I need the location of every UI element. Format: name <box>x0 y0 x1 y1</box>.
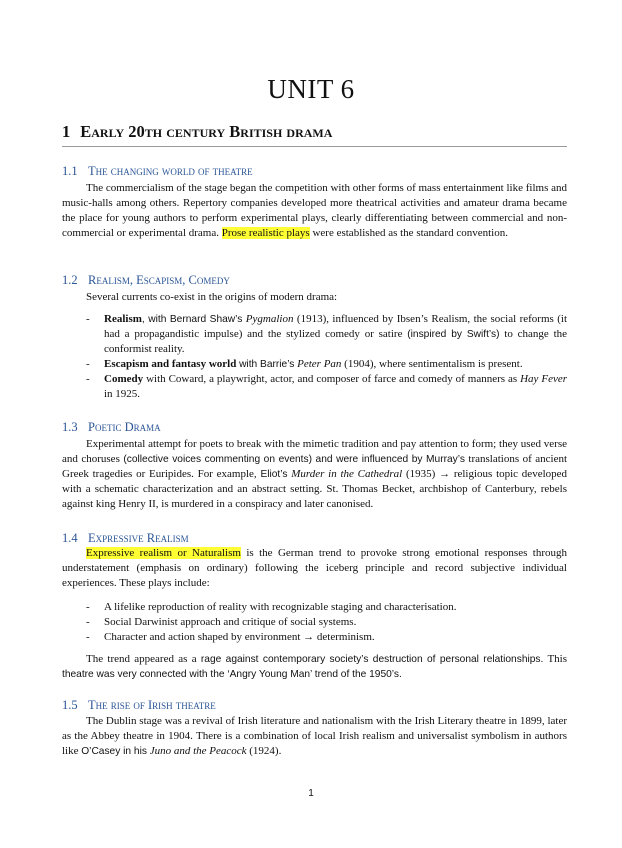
bullet-dash: - <box>86 313 90 325</box>
bullet-dash: - <box>86 601 90 613</box>
section-number: 1.4 <box>62 531 78 545</box>
work-title: Pygmalion <box>245 313 294 325</box>
section-heading-1-1 <box>62 164 253 179</box>
bullet-text: (1913), influenced by Ibsen’s Realism, the social reforms (it had a propagandistic impulse) and the stylized comedy or satire <box>104 313 568 340</box>
section-1-4-paragraph <box>62 546 567 591</box>
paragraph-text: Eliot’s <box>260 469 288 480</box>
paragraph-text: Experimental attempt for poets to break with the mimetic tradition and pay attention to form; they used verse and choruses <box>62 438 567 465</box>
section-heading-1-2 <box>62 273 230 288</box>
bullet-dash: - <box>86 631 90 643</box>
highlighted-text: Expressive realism or Naturalism <box>86 547 241 559</box>
bullet-dash: - <box>86 358 90 370</box>
section-title: The rise of Irish theatre <box>88 698 216 712</box>
highlighted-text: Prose realistic plays <box>221 227 310 239</box>
chapter-number: 1 <box>62 122 71 141</box>
list-item <box>86 312 567 357</box>
bullet-text: (inspired by Swift’s) <box>407 329 500 340</box>
bullet-text: (1904), where sentimentalism is present. <box>344 358 523 370</box>
paragraph-text: were established as the standard convention. <box>312 227 508 239</box>
section-heading-1-5 <box>62 698 216 713</box>
bullet-text: Social Darwinist approach and critique of social systems. <box>104 616 357 628</box>
bullet-text: A lifelike reproduction of reality with recognizable staging and characterisation. <box>104 601 457 613</box>
bullet-bold: Comedy <box>104 373 144 385</box>
paragraph-text: (1935) → religious topic developed with a schematic characterization and an abstract setting. St. Thomas Becket, archbishop of Canterbury, rebels against king Henry II, is murdered in a conspiracy and later canonised. <box>62 468 568 510</box>
paragraph-text: O’Casey in his <box>81 746 147 757</box>
section-1-5-paragraph <box>62 714 567 759</box>
bullet-text: in 1925. <box>104 388 141 400</box>
section-1-3-paragraph <box>62 437 567 512</box>
bullet-bold: Realism <box>104 313 142 325</box>
bullet-text: to change the conformist reality. <box>104 328 568 355</box>
bullet-dash: - <box>86 373 90 385</box>
work-title: Juno and the Peacock <box>149 745 247 757</box>
paragraph-text: (1924). <box>249 745 282 757</box>
section-heading-1-4 <box>62 531 189 546</box>
section-1-2-lead: Several currents co-exist in the origins of modern drama: <box>86 291 338 303</box>
bullet-text: , with Bernard Shaw’s <box>141 314 243 325</box>
paragraph-text: rage against contemporary society’s destruction of personal relationships. <box>200 654 544 665</box>
paragraph-text: The trend appeared as a <box>86 653 197 665</box>
list-item <box>86 630 567 645</box>
section-title: Expressive Realism <box>88 531 189 545</box>
section-number: 1.3 <box>62 420 78 434</box>
paragraph-text: This <box>547 653 567 665</box>
list-item <box>86 615 567 630</box>
list-item <box>86 357 567 372</box>
chapter-title: Early 20th century British drama <box>80 122 333 141</box>
paragraph-text: The Dublin stage was a revival of Irish literature and nationalism with the Irish Literary theatre in 1899, later as the Abbey theatre in 1904. There is a combination of local Irish realism and universalist symbolism in authors like <box>62 715 567 757</box>
bullet-text: with Coward, a playwright, actor, and composer of farce and comedy of manners as <box>146 373 518 385</box>
page-number: 1 <box>308 788 314 799</box>
paragraph-text: theatre was very connected with the ‘Angry Young Man’ trend of the 1950’s. <box>62 669 402 680</box>
bullet-bold: Escapism and fantasy world <box>104 358 237 370</box>
section-title: Realism, Escapism, Comedy <box>88 273 230 287</box>
bullet-text: Character and action shaped by environment → determinism. <box>104 631 375 643</box>
paragraph-text: translations of ancient Greek tragedies or Euripides. For example, <box>62 453 568 480</box>
work-title: Hay Fever <box>520 373 568 385</box>
paragraph-text: (collective voices commenting on events) and were influenced by Murray’s <box>123 454 465 465</box>
section-number: 1.2 <box>62 273 78 287</box>
list-item <box>86 600 567 615</box>
section-title: Poetic Drama <box>88 420 161 434</box>
bullet-text: with Barrie’s <box>239 359 295 370</box>
paragraph-text: is the German trend to provoke strong emotional responses through understatement (emphasis on ordinary) following the iceberg principle and record subjective individual experiences. These plays include: <box>62 547 567 589</box>
unit-title: UNIT 6 <box>267 74 355 104</box>
section-1-1-paragraph <box>62 181 567 241</box>
section-title: The changing world of theatre <box>88 164 253 178</box>
chapter-heading <box>62 122 567 147</box>
section-number: 1.1 <box>62 164 78 178</box>
list-item <box>86 372 567 402</box>
section-number: 1.5 <box>62 698 78 712</box>
work-title: Murder in the Cathedral <box>291 468 403 480</box>
work-title: Peter Pan <box>297 358 342 370</box>
section-1-4-closing <box>62 652 567 682</box>
bullet-dash: - <box>86 616 90 628</box>
paragraph-text: The commercialism of the stage began the competition with other forms of mass entertainment like films and music-halls among others. Repertory companies developed more theatrical activities and amateur drama became the place for young authors to perform experimental plays, clearly differentiating between commercial and non-commercial or experimental drama. <box>62 182 567 239</box>
section-heading-1-3 <box>62 420 161 435</box>
